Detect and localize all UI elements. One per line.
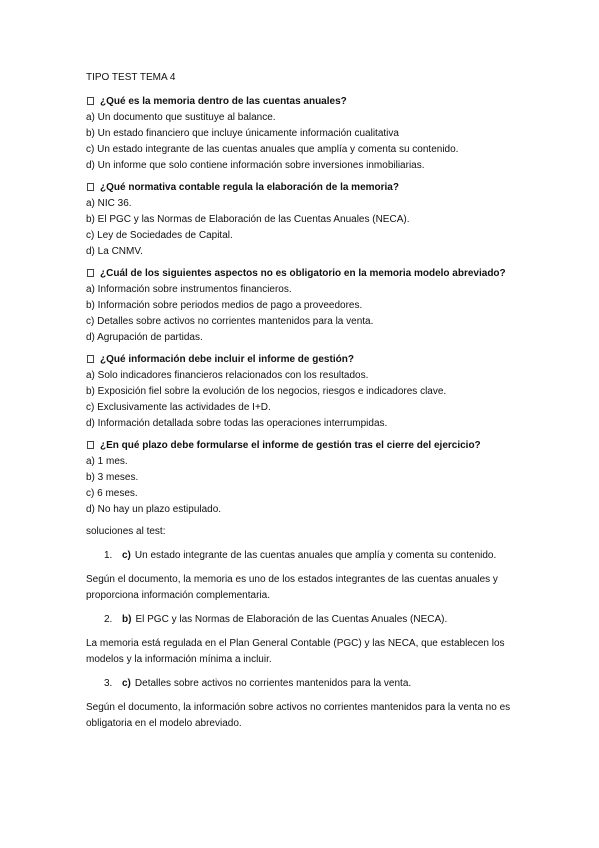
solution-answer: Detalles sobre activos no corrientes mantenidos para la venta. — [134, 678, 412, 689]
option-a: a) 1 mes. — [86, 456, 128, 467]
option-a: a) Solo indicadores financieros relacionados con los resultados. — [86, 370, 369, 381]
option-a: a) Un documento que sustituye al balance. — [86, 112, 276, 123]
solution-1 — [104, 548, 516, 564]
document-title: TIPO TEST TEMA 4 — [86, 72, 176, 83]
solution-2 — [104, 612, 516, 628]
option-b: b) Información sobre periodos medios de pago a proveedores. — [86, 300, 363, 311]
solution-answer: El PGC y las Normas de Elaboración de las Cuentas Anuales (NECA). — [135, 614, 448, 625]
option-a: a) Información sobre instrumentos financieros. — [86, 284, 292, 295]
question-1 — [86, 94, 516, 174]
question-2 — [86, 180, 516, 260]
option-c: c) Un estado integrante de las cuentas anuales que amplía y comenta su contenido. — [86, 144, 459, 155]
option-b: b) El PGC y las Normas de Elaboración de las Cuentas Anuales (NECA). — [86, 214, 410, 225]
question-text: ¿En qué plazo debe formularse el informe de gestión tras el cierre del ejercicio? — [100, 440, 481, 451]
solution-number: 1. — [104, 550, 113, 561]
question-text: ¿Qué información debe incluir el informe de gestión? — [100, 354, 354, 365]
option-d: d) Un informe que solo contiene información sobre inversiones inmobiliarias. — [86, 160, 425, 171]
question-3 — [86, 266, 516, 346]
question-5 — [86, 438, 516, 518]
checkbox-icon — [87, 441, 94, 449]
question-4 — [86, 352, 516, 432]
solution-explanation: La memoria está regulada en el Plan General Contable (PGC) y las NECA, que establecen los modelos y la información mínima a incluir. — [86, 638, 505, 665]
checkbox-icon — [87, 97, 94, 105]
solution-answer: Un estado integrante de las cuentas anuales que amplía y comenta su contenido. — [134, 550, 497, 561]
option-a: a) NIC 36. — [86, 198, 132, 209]
option-d: d) No hay un plazo estipulado. — [86, 504, 222, 515]
option-c: c) 6 meses. — [86, 488, 138, 499]
question-text: ¿Qué normativa contable regula la elaboración de la memoria? — [100, 182, 399, 193]
solution-number: 3. — [104, 678, 113, 689]
checkbox-icon — [87, 269, 94, 277]
option-d: d) Información detallada sobre todas las operaciones interrumpidas. — [86, 418, 388, 429]
solution-explanation: Según el documento, la memoria es uno de los estados integrantes de las cuentas anuales y proporciona información complementaria. — [86, 574, 498, 601]
checkbox-icon — [87, 355, 94, 363]
option-d: d) La CNMV. — [86, 246, 143, 257]
option-c: c) Exclusivamente las actividades de I+D. — [86, 402, 271, 413]
solution-number: 2. — [104, 614, 113, 625]
solution-letter: c) — [122, 678, 131, 689]
option-d: d) Agrupación de partidas. — [86, 332, 203, 343]
option-c: c) Detalles sobre activos no corrientes mantenidos para la venta. — [86, 316, 374, 327]
solution-3 — [104, 676, 516, 692]
option-b: b) Exposición fiel sobre la evolución de los negocios, riesgos e indicadores clave. — [86, 386, 447, 397]
option-b: b) 3 meses. — [86, 472, 139, 483]
option-c: c) Ley de Sociedades de Capital. — [86, 230, 233, 241]
solution-explanation: Según el documento, la información sobre activos no corrientes mantenidos para la venta no es obligatoria en el modelo abreviado. — [86, 702, 511, 729]
solution-letter: c) — [122, 550, 131, 561]
solutions-heading: soluciones al test: — [86, 526, 166, 537]
option-b: b) Un estado financiero que incluye únicamente información cualitativa — [86, 128, 399, 139]
checkbox-icon — [87, 183, 94, 191]
question-text: ¿Cuál de los siguientes aspectos no es obligatorio en la memoria modelo abreviado? — [100, 268, 506, 279]
question-text: ¿Qué es la memoria dentro de las cuentas anuales? — [100, 96, 347, 107]
document-content — [86, 70, 516, 740]
solution-letter: b) — [122, 614, 132, 625]
